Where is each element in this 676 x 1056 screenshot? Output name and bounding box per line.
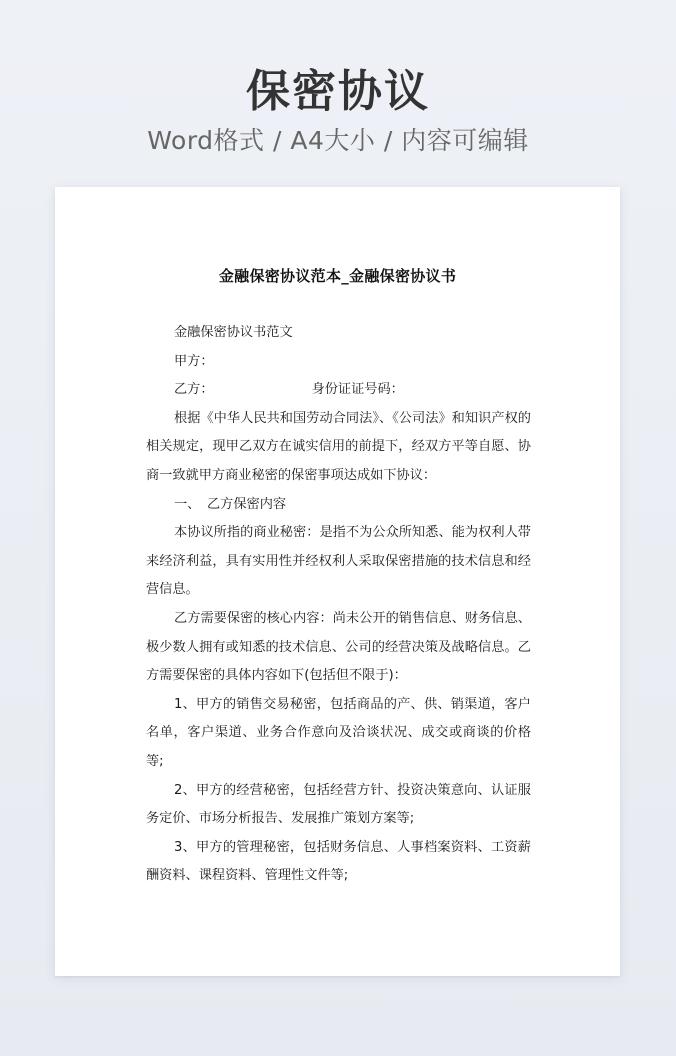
id-number-label: 身份证证号码： (311, 382, 404, 398)
list-item-sales-secrets: 1、甲方的销售交易秘密，包括商品的产、供、销渠道，客户名单，客户渠道、业务合作意向及洽谈状况、成交或商谈的价格等; (146, 696, 531, 769)
party-b-label: 乙方： (174, 382, 214, 398)
party-b-line (146, 376, 531, 405)
paragraph-trade-secret-definition: 本协议所指的商业秘密：是指不为公众所知悉、能为权利人带来经济利益，具有实用性并经权利人采取保密措施的技术信息和经营信息。 (146, 525, 531, 598)
document-body (146, 319, 531, 891)
document-title: 金融保密协议范本_金融保密协议书 (218, 267, 457, 285)
list-item-management-secrets: 3、甲方的管理秘密，包括财务信息、人事档案资料、工资薪酬资料、课程资料、管理性文件等; (146, 839, 531, 884)
paragraph-core-content: 乙方需要保密的核心内容：尚未公开的销售信息、财务信息、极少数人拥有或知悉的技术信息、公司的经营决策及战略信息。乙方需要保密的具体内容如下(包括但不限于)： (146, 610, 531, 684)
banner-title: 保密协议 (246, 66, 430, 117)
banner-subtitle: Word格式 / A4大小 / 内容可编辑 (147, 126, 529, 155)
paragraph-legal-basis: 根据《中华人民共和国劳动合同法》、《公司法》和知识产权的相关规定，现甲乙双方在诚实信用的前提下，经双方平等自愿、协商一致就甲方商业秘密的保密事项达成如下协议： (146, 410, 531, 483)
list-item-business-secrets: 2、甲方的经营秘密，包括经营方针、投资决策意向、认证服务定价、市场分析报告、发展推广策划方案等; (146, 782, 531, 827)
party-a-line: 甲方： (174, 353, 214, 369)
document-heading: 金融保密协议书范文 (174, 325, 293, 340)
banner (0, 62, 676, 158)
section-heading-1: 一、 乙方保密内容 (174, 496, 287, 512)
document-page (55, 187, 620, 976)
